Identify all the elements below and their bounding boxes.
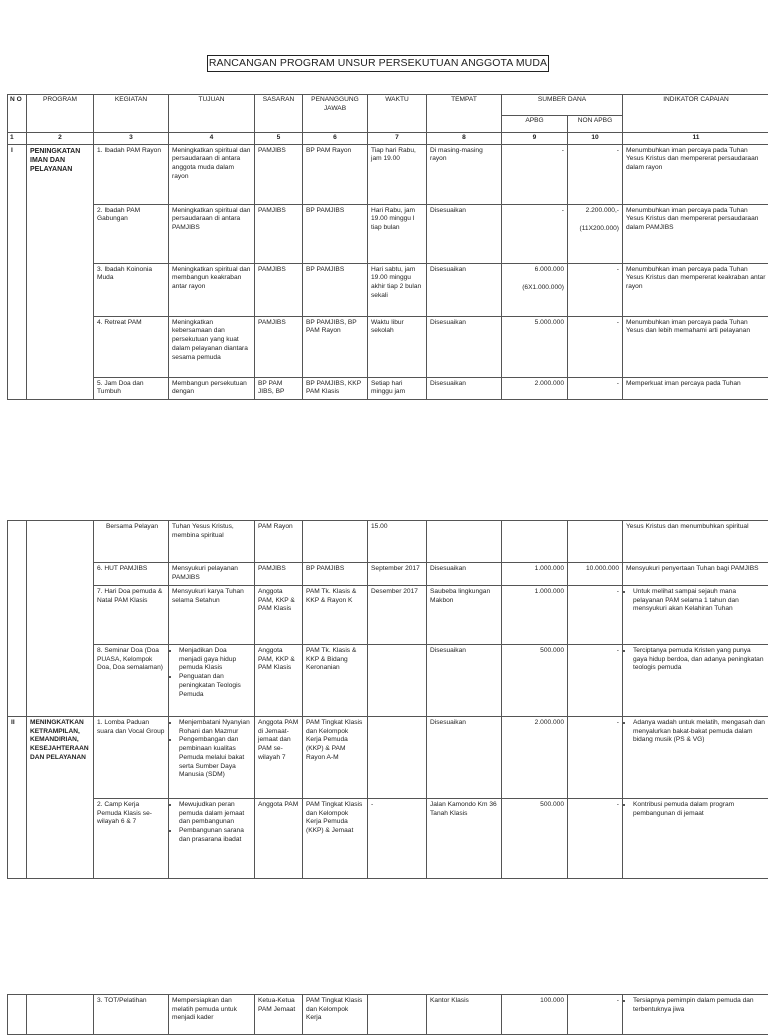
indikator-bullet: • Untuk melihat sampai sejauh mana pelayanan PAM selama 1 tahun dan mensyukuri akan Kelahiran Tuhan <box>633 588 766 614</box>
kegiatan-cell: 4. Retreat PAM <box>94 316 169 377</box>
kegiatan-cell: 1. Ibadah PAM Rayon <box>94 144 169 204</box>
penanggung-jawab-cell: BP PAMJIBS, BP PAM Rayon <box>303 316 368 377</box>
table-row <box>8 563 768 586</box>
tujuan-cell: Mensyukuri pelayanan PAMJIBS <box>169 563 255 586</box>
sasaran-cell: PAMJIBS <box>255 563 303 586</box>
kegiatan-cell: 5. Jam Doa dan Tumbuh <box>94 377 169 399</box>
sasaran-cell: Anggota PAM, KKP & PAM Klasis <box>255 586 303 645</box>
waktu-cell: 15.00 <box>368 521 427 563</box>
header-waktu: WAKTU <box>368 95 427 133</box>
indikator-cell: Yesus Kristus dan menumbuhkan spiritual <box>623 521 768 563</box>
table-row <box>8 316 768 377</box>
penanggung-jawab-cell: BP PAMJIBS <box>303 204 368 263</box>
indikator-cell <box>623 717 768 799</box>
sasaran-cell: PAMJIBS <box>255 263 303 316</box>
sasaran-cell: BP PAM JIBS, BP <box>255 377 303 399</box>
non-apbg-cell: - <box>568 263 623 316</box>
program-name <box>27 521 94 717</box>
tujuan-cell: Meningkatkan spiritual dan persaudaraan di antara anggota muda dalam rayon <box>169 144 255 204</box>
col-number: 4 <box>169 133 255 145</box>
tujuan-cell: Mensyukuri karya Tuhan selama Setahun <box>169 586 255 645</box>
table-row <box>8 263 768 316</box>
sasaran-cell: Ketua-Ketua PAM Jemaat <box>255 995 303 1035</box>
non-apbg-cell <box>568 204 623 263</box>
header-indikator: INDIKATOR CAPAIAN <box>623 95 768 133</box>
header-penanggung-jawab: PENANGGUNG JAWAB <box>303 95 368 133</box>
tujuan-bullet: • Pembangunan sarana dan prasarana ibadat <box>179 827 251 844</box>
col-number: 3 <box>94 133 169 145</box>
col-number: 1 <box>8 133 27 145</box>
waktu-cell: September 2017 <box>368 563 427 586</box>
tempat-cell: Disesuaikan <box>427 316 502 377</box>
non-apbg-cell: - <box>568 586 623 645</box>
program-number <box>8 521 27 717</box>
sasaran-cell: PAMJIBS <box>255 204 303 263</box>
kegiatan-cell: 3. Ibadah Koinonia Muda <box>94 263 169 316</box>
program-table-page-3 <box>7 994 768 1035</box>
table-row <box>8 799 768 879</box>
tujuan-cell <box>169 799 255 879</box>
column-number-row <box>8 133 768 145</box>
indikator-cell <box>623 645 768 717</box>
indikator-cell <box>623 995 768 1035</box>
sasaran-cell: PAM Rayon <box>255 521 303 563</box>
apbg-cell: - <box>502 204 568 263</box>
table-row <box>8 521 768 563</box>
tempat-cell: Kantor Klasis <box>427 995 502 1035</box>
apbg-breakdown: (6X1.000.000) <box>505 284 564 293</box>
tujuan-cell: Tuhan Yesus Kristus, membina spiritual <box>169 521 255 563</box>
col-number: 2 <box>27 133 94 145</box>
apbg-cell: 100.000 <box>502 995 568 1035</box>
program-number: I <box>8 144 27 399</box>
non-apbg-cell: - <box>568 799 623 879</box>
header-tempat: TEMPAT <box>427 95 502 133</box>
penanggung-jawab-cell: BP PAMJIBS <box>303 563 368 586</box>
indikator-bullet: • Tersiapnya pemimpin dalam pemuda dan terbentuknya jiwa <box>633 997 766 1014</box>
table-row <box>8 204 768 263</box>
tujuan-cell: Membangun persekutuan dengan <box>169 377 255 399</box>
non-apbg-cell: - <box>568 144 623 204</box>
program-name: MENINGKATKAN KETRAMPILAN, KEMANDIRIAN, KESEJAHTERAAN DAN PELAYANAN <box>27 717 94 879</box>
kegiatan-cell: 8. Seminar Doa (Doa PUASA, Kelompok Doa, Doa semalaman) <box>94 645 169 717</box>
col-number: 6 <box>303 133 368 145</box>
tempat-cell: Disesuaikan <box>427 204 502 263</box>
apbg-value: 6.000.000 <box>505 266 564 275</box>
apbg-cell: - <box>502 144 568 204</box>
table-row <box>8 645 768 717</box>
indikator-cell: Menumbuhkan iman percaya pada Tuhan Yesus Kristus dan mempererat persaudaraan dalam rayon <box>623 144 768 204</box>
non-apbg-cell: - <box>568 717 623 799</box>
non-apbg-cell <box>568 521 623 563</box>
program-name: PENINGKATAN IMAN DAN PELAYANAN <box>27 144 94 399</box>
non-apbg-cell: - <box>568 316 623 377</box>
indikator-cell: Mensyukuri penyertaan Tuhan bagi PAMJIBS <box>623 563 768 586</box>
tempat-cell: Jalan Kamondo Km 36 Tanah Klasis <box>427 799 502 879</box>
indikator-cell: Menumbuhkan iman percaya pada Tuhan Yesus Kristus dan mempererat persaudaraan dalam PAMJIBS <box>623 204 768 263</box>
indikator-bullet: • Terciptanya pemuda Kristen yang punya gaya hidup berdoa, dan adanya peningkatan teologis pemuda <box>633 647 766 673</box>
indikator-cell: Memperkuat iman percaya pada Tuhan <box>623 377 768 399</box>
indikator-cell: Menumbuhkan iman percaya pada Tuhan Yesus Kristus dan mempererat keakraban antar rayon <box>623 263 768 316</box>
indikator-cell: Menumbuhkan iman percaya pada Tuhan Yesus dan lebih memahami arti pelayanan <box>623 316 768 377</box>
tujuan-cell: Meningkatkan spiritual dan membangun keakraban antar rayon <box>169 263 255 316</box>
non-apbg-cell: - <box>568 995 623 1035</box>
waktu-cell: Tiap hari Rabu, jam 19.00 <box>368 144 427 204</box>
header-non-apbg: NON APBG <box>568 116 623 133</box>
waktu-cell <box>368 645 427 717</box>
kegiatan-cell: 2. Ibadah PAM Gabungan <box>94 204 169 263</box>
tempat-cell: Di masing-masing rayon <box>427 144 502 204</box>
tempat-cell <box>427 521 502 563</box>
table-row <box>8 377 768 399</box>
penanggung-jawab-cell: PAM Tk. Klasis & KKP & Rayon K <box>303 586 368 645</box>
non-apbg-cell: - <box>568 645 623 717</box>
apbg-cell: 5.000.000 <box>502 316 568 377</box>
program-name <box>27 995 94 1035</box>
apbg-cell: 1.000.000 <box>502 586 568 645</box>
tujuan-bullet: • Pengembangan dan pembinaan kualitas Pemuda melalui bakat serta Sumber Daya Manusia (SDM) <box>179 736 251 780</box>
col-number: 7 <box>368 133 427 145</box>
table-row <box>8 586 768 645</box>
tempat-cell: Disesuaikan <box>427 377 502 399</box>
penanggung-jawab-cell: PAM Tingkat Klasis dan Kelompok Kerja <box>303 995 368 1035</box>
table-row <box>8 717 768 799</box>
penanggung-jawab-cell: BP PAMJIBS <box>303 263 368 316</box>
sasaran-cell: Anggota PAM di Jemaat-jemaat dan PAM se-wilayah 7 <box>255 717 303 799</box>
non-apbg-breakdown: (11X200.000) <box>571 225 619 234</box>
tempat-cell: Disesuaikan <box>427 717 502 799</box>
tujuan-bullet: • Menjembatani Nyanyian Rohani dan Mazmur <box>179 719 251 736</box>
tujuan-bullet: • Menjadikan Doa menjadi gaya hidup pemuda Klasis <box>179 647 251 673</box>
tempat-cell: Disesuaikan <box>427 645 502 717</box>
apbg-cell: 500.000 <box>502 799 568 879</box>
penanggung-jawab-cell: PAM Tk. Klasis & KKP & Bidang Keronanian <box>303 645 368 717</box>
waktu-cell: Waktu libur sekolah <box>368 316 427 377</box>
tempat-cell: Saubeba lingkungan Makbon <box>427 586 502 645</box>
penanggung-jawab-cell <box>303 521 368 563</box>
kegiatan-cell: 2. Camp Kerja Pemuda Klasis se-wilayah 6 & 7 <box>94 799 169 879</box>
waktu-cell <box>368 717 427 799</box>
sasaran-cell: Anggota PAM <box>255 799 303 879</box>
tempat-cell: Disesuaikan <box>427 263 502 316</box>
tujuan-bullet: • Penguatan dan peningkatan Teologis Pemuda <box>179 673 251 699</box>
header-sumber-dana: SUMBER DANA <box>502 95 623 116</box>
indikator-bullet: • Adanya wadah untuk melatih, mengasah dan menyalurkan bakat-bakat pemuda dalam bidang musik (PS & VG) <box>633 719 766 745</box>
waktu-cell: Setiap hari minggu jam <box>368 377 427 399</box>
tujuan-cell: Meningkatkan kebersamaan dan persekutuan yang kuat dalam pelayanan diantara sesama pemuda <box>169 316 255 377</box>
waktu-cell: - <box>368 799 427 879</box>
penanggung-jawab-cell: PAM Tingkat Klasis dan Kelompok Kerja Pemuda (KKP) & PAM Rayon A-M <box>303 717 368 799</box>
penanggung-jawab-cell: BP PAMJIBS, KKP PAM Klasis <box>303 377 368 399</box>
sasaran-cell: PAMJIBS <box>255 144 303 204</box>
non-apbg-cell: - <box>568 377 623 399</box>
program-table-page-1 <box>7 94 768 400</box>
tujuan-cell <box>169 717 255 799</box>
col-number: 10 <box>568 133 623 145</box>
indikator-bullet: • Kontribusi pemuda dalam program pembangunan di jemaat <box>633 801 766 818</box>
apbg-cell <box>502 521 568 563</box>
non-apbg-value: 2.200.000,- <box>571 207 619 216</box>
indikator-cell <box>623 586 768 645</box>
apbg-cell <box>502 263 568 316</box>
non-apbg-cell: 10.000.000 <box>568 563 623 586</box>
table-row <box>8 995 768 1035</box>
apbg-cell: 2.000.000 <box>502 377 568 399</box>
col-number: 11 <box>623 133 768 145</box>
apbg-cell: 1.000.000 <box>502 563 568 586</box>
col-number: 8 <box>427 133 502 145</box>
tujuan-bullet: • Mewujudkan peran pemuda dalam jemaat dan pembangunan <box>179 801 251 827</box>
header-kegiatan: KEGIATAN <box>94 95 169 133</box>
apbg-cell: 500.000 <box>502 645 568 717</box>
penanggung-jawab-cell: PAM Tingkat Klasis dan Kelompok Kerja Pemuda (KKP) & Jemaat <box>303 799 368 879</box>
document-title: RANCANGAN PROGRAM UNSUR PERSEKUTUAN ANGGOTA MUDA <box>207 55 549 72</box>
header-sasaran: SASARAN <box>255 95 303 133</box>
tempat-cell: Disesuaikan <box>427 563 502 586</box>
col-number: 9 <box>502 133 568 145</box>
kegiatan-cell: Bersama Pelayan <box>94 521 169 563</box>
tujuan-cell: Meningkatkan spiritual dan persaudaraan di antara PAMJIBS <box>169 204 255 263</box>
kegiatan-cell: 1. Lomba Paduan suara dan Vocal Group <box>94 717 169 799</box>
waktu-cell <box>368 995 427 1035</box>
indikator-cell <box>623 799 768 879</box>
program-number <box>8 995 27 1035</box>
sasaran-cell: PAMJIBS <box>255 316 303 377</box>
waktu-cell: Hari sabtu, jam 19.00 minggu akhir tiap 2 bulan sekali <box>368 263 427 316</box>
tujuan-cell <box>169 645 255 717</box>
header-program: PROGRAM <box>27 95 94 133</box>
header-tujuan: TUJUAN <box>169 95 255 133</box>
header-no: N O <box>8 95 27 133</box>
program-table-page-2 <box>7 520 768 879</box>
col-number: 5 <box>255 133 303 145</box>
header-apbg: APBG <box>502 116 568 133</box>
sasaran-cell: Anggota PAM, KKP & PAM Klasis <box>255 645 303 717</box>
program-number: II <box>8 717 27 879</box>
tujuan-cell: Mempersiapkan dan melatih pemuda untuk menjadi kader <box>169 995 255 1035</box>
waktu-cell: Desember 2017 <box>368 586 427 645</box>
kegiatan-cell: 3. TOT/Pelatihan <box>94 995 169 1035</box>
apbg-cell: 2.000.000 <box>502 717 568 799</box>
table-row <box>8 144 768 204</box>
waktu-cell: Hari Rabu, jam 19.00 minggu I tiap bulan <box>368 204 427 263</box>
kegiatan-cell: 6. HUT PAMJIBS <box>94 563 169 586</box>
penanggung-jawab-cell: BP PAM Rayon <box>303 144 368 204</box>
kegiatan-cell: 7. Hari Doa pemuda & Natal PAM Klasis <box>94 586 169 645</box>
